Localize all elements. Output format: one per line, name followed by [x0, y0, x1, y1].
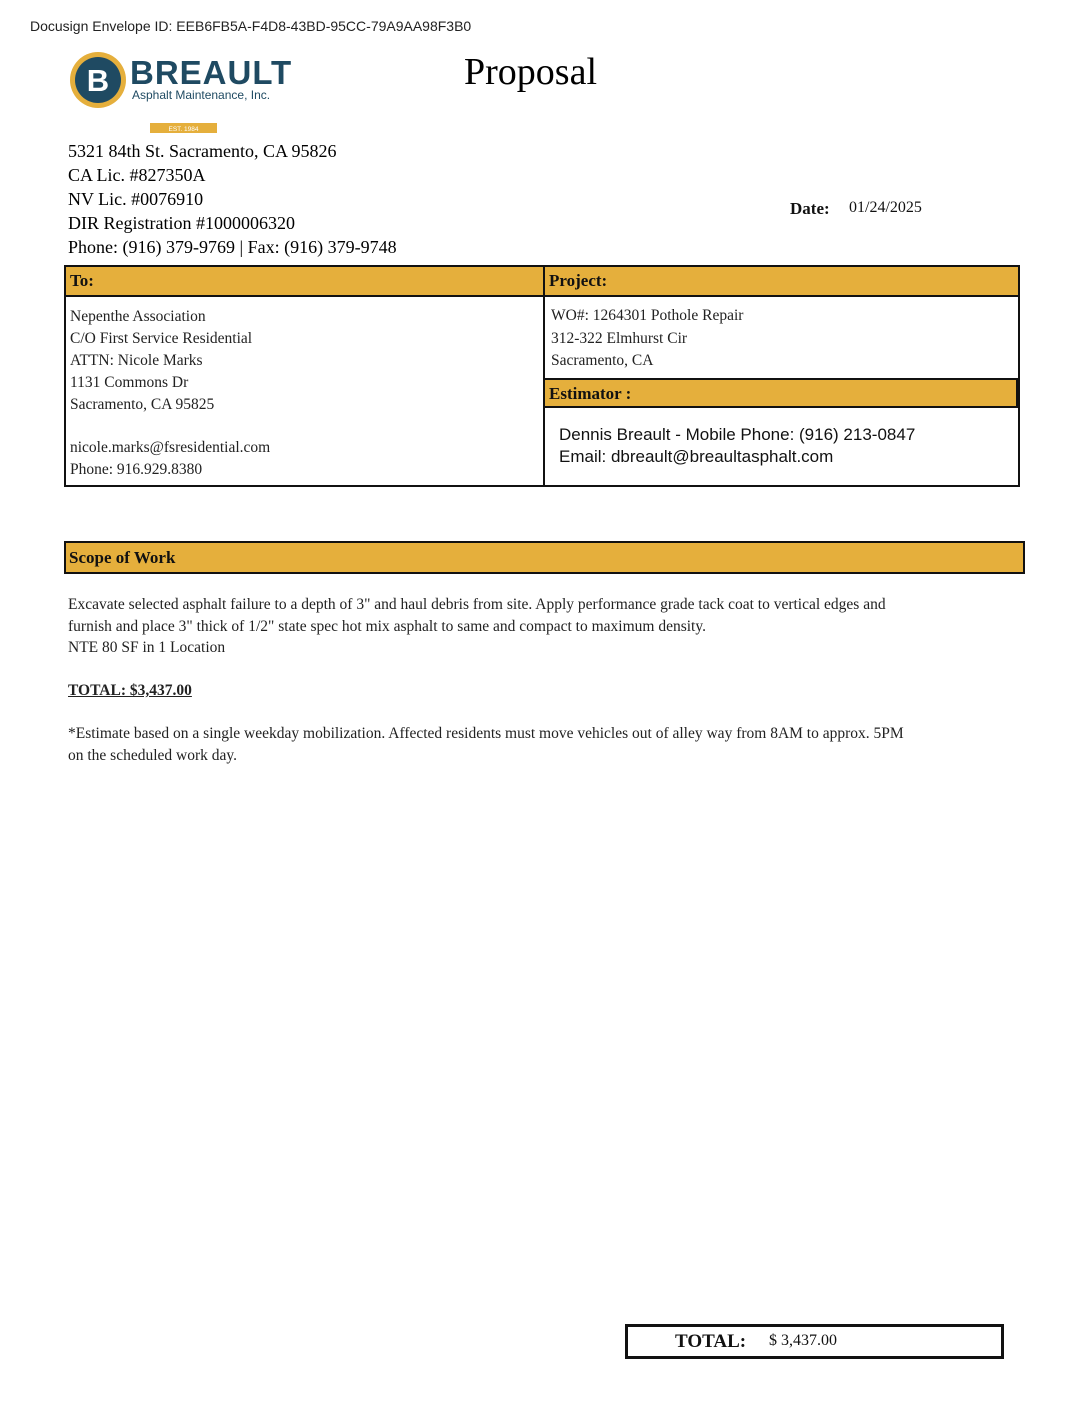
company-ca-license: CA Lic. #827350A	[68, 165, 206, 185]
to-line: ATTN: Nicole Marks	[70, 352, 203, 369]
footer-total-box	[625, 1324, 1004, 1359]
logo-brand: BREAULT	[130, 54, 293, 91]
page-title: Proposal	[464, 51, 597, 93]
company-phone-fax: Phone: (916) 379-9769 | Fax: (916) 379-9748	[68, 237, 397, 257]
logo-est: EST. 1984	[168, 126, 199, 133]
scope-line: furnish and place 3" thick of 1/2" state spec hot mix asphalt to same and compact to maximum density.	[68, 617, 706, 635]
company-nv-license: NV Lic. #0076910	[68, 189, 204, 209]
scope-body	[68, 594, 1018, 766]
project-details	[551, 305, 743, 373]
to-line: 1131 Commons Dr	[70, 374, 189, 391]
to-box	[64, 265, 545, 487]
logo-sub: Asphalt Maintenance, Inc.	[132, 88, 271, 102]
to-phone: Phone: 916.929.8380	[70, 461, 203, 478]
to-contact	[70, 437, 270, 481]
date-value: 01/24/2025	[849, 199, 922, 216]
company-info	[68, 139, 397, 259]
to-line: Sacramento, CA 95825	[70, 396, 215, 413]
envelope-id: Docusign Envelope ID: EEB6FB5A-F4D8-43BD-95CC-79A9AA98F3B0	[30, 18, 472, 34]
estimator-header: Estimator :	[545, 378, 1018, 408]
footer-total-label: TOTAL:	[675, 1331, 747, 1352]
company-dir-registration: DIR Registration #1000006320	[68, 213, 295, 233]
logo-letter: B	[86, 63, 110, 98]
scope-total: TOTAL: $3,437.00	[68, 682, 192, 699]
project-header: Project:	[545, 267, 1018, 297]
scope-line: Excavate selected asphalt failure to a depth of 3" and haul debris from site. Apply performance grade tack coat to vertical edges and	[68, 596, 886, 613]
project-box	[543, 265, 1020, 487]
to-line: Nepenthe Association	[70, 308, 206, 325]
scope-note: on the scheduled work day.	[68, 746, 238, 764]
estimator-email[interactable]: Email: dbreault@breaultasphalt.com	[559, 447, 834, 466]
to-email[interactable]: nicole.marks@fsresidential.com	[70, 439, 271, 456]
estimator-phone: Dennis Breault - Mobile Phone: (916) 213-0847	[559, 425, 916, 444]
to-header: To:	[66, 267, 543, 297]
project-line: 312-322 Elmhurst Cir	[551, 329, 688, 347]
company-address: 5321 84th St. Sacramento, CA 95826	[68, 141, 337, 161]
scope-note: *Estimate based on a single weekday mobilization. Affected residents must move vehicles out of alley way from 8AM to approx. 5PM	[68, 725, 904, 742]
estimator-details	[559, 424, 915, 468]
footer-total-value: $ 3,437.00	[769, 1332, 837, 1349]
scope-line: NTE 80 SF in 1 Location	[68, 639, 226, 656]
scope-header: Scope of Work	[64, 541, 1025, 574]
project-line: Sacramento, CA	[551, 352, 654, 369]
project-line: WO#: 1264301 Pothole Repair	[551, 307, 744, 324]
date-label: Date:	[790, 199, 830, 218]
company-logo	[68, 50, 300, 134]
to-address	[70, 306, 252, 416]
to-line: C/O First Service Residential	[70, 330, 253, 347]
